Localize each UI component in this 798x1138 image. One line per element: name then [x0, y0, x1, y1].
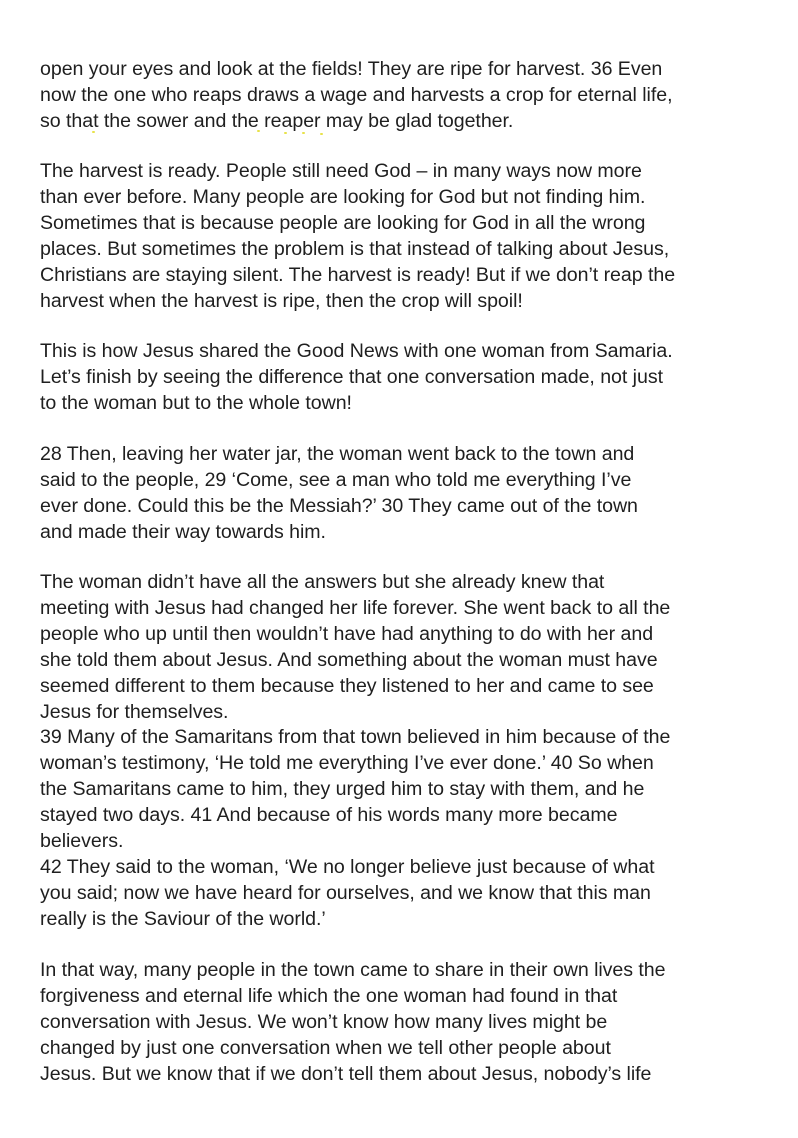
text-line: meeting with Jesus had changed her life forever. She went back to all the	[40, 596, 671, 619]
text-line: forgiveness and eternal life which the one woman had found in that	[40, 984, 618, 1007]
text-line: conversation with Jesus. We won’t know how many lives might be	[40, 1010, 608, 1033]
paragraph-2	[40, 159, 780, 314]
text-line: Jesus for themselves.	[40, 700, 229, 723]
paragraph-5	[40, 570, 780, 933]
text-line: 42 They said to the woman, ‘We no longer believe just because of what	[40, 855, 655, 878]
text-line: changed by just one conversation when we tell other people about	[40, 1036, 611, 1059]
text-line: Christians are staying silent. The harvest is ready! But if we don’t reap the	[40, 263, 676, 286]
text-line: harvest when the harvest is ripe, then the crop will spoil!	[40, 289, 523, 312]
text-line: Let’s finish by seeing the difference that one conversation made, not just	[40, 365, 663, 388]
text-line: seemed different to them because they listened to her and came to see	[40, 674, 654, 697]
text-line: open your eyes and look at the fields! They are ripe for harvest. 36 Even	[40, 58, 663, 80]
paragraph-4	[40, 442, 780, 546]
text-line: and made their way towards him.	[40, 520, 326, 543]
text-line: she told them about Jesus. And something about the woman must have	[40, 648, 658, 671]
text-line: This is how Jesus shared the Good News with one woman from Samaria.	[40, 340, 673, 362]
text-line: places. But sometimes the problem is that instead of talking about Jesus,	[40, 237, 670, 260]
text-line: 28 Then, leaving her water jar, the woman went back to the town and	[40, 443, 635, 465]
text-line: the Samaritans came to him, they urged him to stay with them, and he	[40, 778, 645, 801]
text-line: The harvest is ready. People still need God – in many ways now more	[40, 160, 642, 182]
text-line: people who up until then wouldn’t have had anything to do with her and	[40, 622, 654, 645]
paragraph-3	[40, 339, 780, 417]
paragraph-1	[40, 57, 780, 135]
text-line: you said; now we have heard for ourselves, and we know that this man	[40, 881, 651, 904]
text-line: to the woman but to the whole town!	[40, 391, 352, 414]
text-line: 39 Many of the Samaritans from that town believed in him because of the	[40, 726, 671, 749]
text-line: Sometimes that is because people are looking for God in all the wrong	[40, 211, 646, 234]
text-line: so that the sower and the reaper may be glad together.	[40, 109, 514, 132]
text-line: stayed two days. 41 And because of his words many more became	[40, 804, 618, 827]
text-line: In that way, many people in the town came to share in their own lives the	[40, 959, 666, 981]
text-line: than ever before. Many people are looking for God but not finding him.	[40, 185, 646, 208]
text-line: Jesus. But we know that if we don’t tell them about Jesus, nobody’s life	[40, 1062, 652, 1085]
text-line: believers.	[40, 830, 124, 853]
text-line: now the one who reaps draws a wage and harvests a crop for eternal life,	[40, 83, 673, 106]
text-line: The woman didn’t have all the answers but she already knew that	[40, 571, 605, 593]
paragraph-6	[40, 958, 780, 1088]
text-line: woman’s testimony, ‘He told me everything I’ve ever done.’ 40 So when	[40, 752, 654, 775]
text-line: really is the Saviour of the world.’	[40, 907, 326, 930]
text-line: ever done. Could this be the Messiah?’ 30 They came out of the town	[40, 494, 638, 517]
text-line: said to the people, 29 ‘Come, see a man who told me everything I’ve	[40, 468, 632, 491]
